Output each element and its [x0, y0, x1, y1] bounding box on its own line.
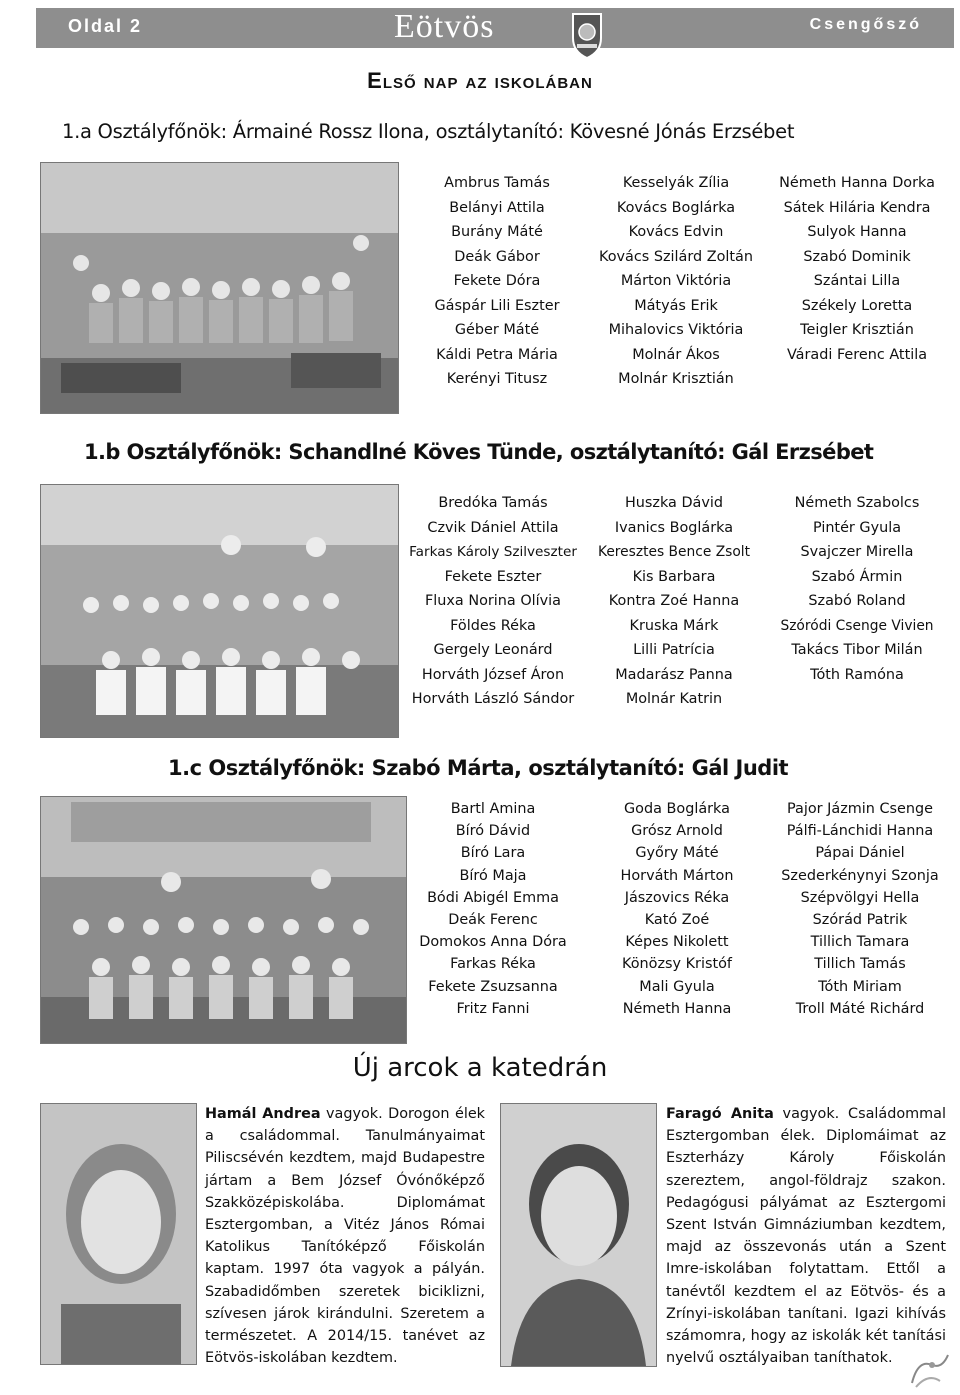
page-header	[36, 8, 954, 48]
list-item: Deák Ferenc	[448, 911, 538, 928]
list-item: Madarász Panna	[615, 666, 733, 683]
teacher1-bio	[205, 1103, 485, 1369]
class-a-photo	[40, 162, 399, 414]
teacher1-photo	[40, 1103, 197, 1365]
list-item: Molnár Ákos	[632, 346, 720, 363]
list-item: Teigler Krisztián	[800, 322, 914, 338]
section-name: Csengőszó	[809, 16, 922, 33]
corner-ornament-icon	[908, 1349, 952, 1389]
list-item: Molnár Katrin	[625, 691, 723, 707]
class-c-names-col2	[592, 798, 762, 1020]
list-item: Huszka Dávid	[624, 495, 723, 511]
class-b-photo	[40, 484, 399, 738]
list-item: Kesselyák Zília	[622, 175, 730, 191]
class-b-group-image	[41, 485, 398, 737]
list-item: Fekete Dóra	[453, 273, 541, 289]
teacher1-portrait	[41, 1104, 196, 1364]
class-b-names-col3	[762, 491, 952, 687]
class-a-heading: 1.a Osztályfőnök: Ármainé Rossz Ilona, osztálytanító: Kövesné Jónás Erzsébet	[62, 120, 795, 143]
list-item: Gáspár Lili Eszter	[434, 297, 560, 314]
list-item: Horváth József Áron	[421, 666, 565, 683]
list-item: Grósz Arnold	[631, 823, 723, 840]
list-item: Kató Zoé	[644, 911, 710, 928]
list-item: Burány Máté	[451, 224, 543, 240]
list-item: Káldi Petra Mária	[436, 346, 558, 363]
list-item: Czvik Dániel Attila	[427, 519, 559, 536]
list-item: Fritz Fanni	[456, 1000, 530, 1017]
newsletter-logo-text: Eötvös	[394, 8, 495, 45]
list-item: Fluxa Norina Olívia	[425, 593, 561, 609]
list-item: Képes Nikolett	[625, 934, 729, 951]
list-item: Domokos Anna Dóra	[419, 934, 567, 951]
list-item: Szabó Roland	[808, 593, 906, 609]
list-item: Bódi Abigél Emma	[427, 889, 559, 906]
list-item: Horváth Márton	[620, 867, 734, 884]
list-item: Mihalovics Viktória	[608, 322, 744, 338]
list-item: Pálfi-Lánchidi Hanna	[786, 823, 934, 840]
list-item: Lilli Patrícia	[633, 642, 715, 658]
list-item: Géber Máté	[454, 322, 540, 338]
list-item: Kerényi Titusz	[446, 371, 548, 387]
list-item: Németh Hanna	[622, 1000, 732, 1017]
class-a-names-col3	[760, 171, 954, 367]
page-number: Oldal 2	[68, 16, 143, 36]
list-item: Kis Barbara	[632, 568, 716, 585]
list-item: Szépvölgyi Hella	[800, 889, 920, 906]
teacher2-bio	[666, 1103, 946, 1369]
list-item: Mali Gyula	[639, 978, 715, 995]
list-item: Bartl Amina	[450, 801, 536, 817]
list-item: Szóródi Csenge Vivien	[780, 617, 934, 634]
teacher1-bio-text: vagyok. Dorogon élek a családommal. Tanulmányaimat Piliscsévén kezdtem, majd Budapestre jártam a Bem József Óvónőképző Szakközépiskolába. Diplomámat Esztergomban, a Vitéz János Római Katolikus Tanítóképző Főiskolán kaptam. 1997 óta vagyok a pályán. Szabadidőmben szeretek biciklizni, szívesen járok kirándulni. Szeretem a természetet. A 2014/15. tanévet az Eötvös-iskolában kezdtem.	[205, 1106, 486, 1367]
class-a-group-image	[41, 163, 398, 413]
list-item: Tóth Ramóna	[810, 666, 904, 683]
list-item: Bíró Lara	[460, 845, 526, 862]
list-item: Tóth Miriam	[818, 978, 902, 995]
class-b-heading: 1.b Osztályfőnök: Schandlné Köves Tünde, osztálytanító: Gál Erzsébet	[84, 440, 874, 464]
list-item: Bíró Maja	[459, 867, 527, 884]
list-item: Németh Szabolcs	[794, 495, 920, 511]
list-item: Farkas Réka	[450, 956, 536, 973]
list-item: Farkas Károly Szilveszter	[409, 544, 577, 560]
class-c-names-col1	[408, 798, 578, 1020]
list-item: Gergely Leonárd	[433, 642, 553, 658]
list-item: Fekete Eszter	[444, 568, 542, 585]
list-item: Pintér Gyula	[812, 519, 902, 536]
list-item: Könözsy Kristóf	[622, 956, 732, 973]
list-item: Bíró Dávid	[455, 823, 531, 840]
list-item: Goda Boglárka	[624, 801, 730, 817]
class-a-names-col1	[400, 171, 594, 392]
class-c-group-image	[41, 797, 406, 1043]
list-item: Sátek Hilária Kendra	[783, 199, 931, 216]
list-item: Sulyok Hanna	[807, 224, 907, 240]
list-item: Pápai Dániel	[815, 845, 905, 862]
list-item: Ambrus Tamás	[444, 175, 550, 191]
class-b-names-col2	[584, 491, 764, 712]
class-c-photo	[40, 796, 407, 1044]
list-item: Pajor Jázmin Csenge	[787, 801, 933, 817]
school-emblem-icon	[569, 10, 605, 60]
list-item: Szabó Ármin	[811, 568, 903, 585]
list-item: Szórád Patrik	[812, 911, 908, 928]
list-item: Szederkénynyi Szonja	[781, 867, 939, 884]
teacher2-portrait	[501, 1104, 656, 1366]
list-item: Deák Gábor	[454, 248, 540, 265]
list-item: Kruska Márk	[629, 617, 719, 634]
teacher2-photo	[500, 1103, 657, 1367]
list-item: Szántai Lilla	[813, 273, 901, 289]
list-item: Fekete Zsuzsanna	[428, 978, 558, 995]
list-item: Mátyás Erik	[634, 297, 718, 314]
list-item: Troll Máté Richárd	[795, 1000, 925, 1017]
class-c-names-col3	[768, 798, 952, 1020]
list-item: Szabó Dominik	[803, 248, 911, 265]
list-item: Molnár Krisztián	[618, 371, 734, 387]
list-item: Svajczer Mirella	[800, 544, 914, 560]
list-item: Kontra Zoé Hanna	[608, 593, 740, 609]
list-item: Váradi Ferenc Attila	[786, 346, 928, 363]
list-item: Jászovics Réka	[624, 889, 730, 906]
list-item: Földes Réka	[450, 617, 536, 634]
list-item: Tillich Tamara	[810, 934, 910, 951]
list-item: Horváth László Sándor	[411, 691, 575, 707]
list-item: Ivanics Boglárka	[614, 519, 734, 536]
list-item: Keresztes Bence Zsolt	[597, 544, 751, 560]
list-item: Márton Viktória	[620, 273, 732, 289]
page-title: Első nap az iskolában	[367, 68, 593, 93]
list-item: Kovács Edvin	[628, 224, 724, 240]
class-c-heading: 1.c Osztályfőnök: Szabó Márta, osztálytanító: Gál Judit	[168, 756, 789, 780]
list-item: Belányi Attila	[449, 199, 545, 216]
teacher2-bio-text: vagyok. Családommal Esztergomban élek. Diplomáimat az Eszterházy Károly Főiskolán szereztem, angol-földrajz szakon. Pedagógusi pályámat az Esztergomi Szent István Gimnáziumban kezdtem, majd az összevonás után a Szent Imre-iskolában folytattam. Ettől a tanévtől kezdtem el az Eötvös- és a Zrínyi-iskolában tanítani. Igazi kihívás számomra, hogy az iskolák két tanítási nyelvű osztályaiban taníthatok.	[666, 1106, 946, 1367]
list-item: Székely Loretta	[801, 297, 913, 314]
class-b-names-col1	[400, 491, 586, 712]
list-item: Kovács Boglárka	[616, 199, 736, 216]
list-item: Kovács Szilárd Zoltán	[599, 248, 753, 265]
list-item: Bredóka Tamás	[438, 495, 548, 511]
list-item: Németh Hanna Dorka	[779, 175, 935, 191]
list-item: Tillich Tamás	[814, 956, 906, 973]
teacher2-name: Faragó Anita	[666, 1106, 774, 1122]
teacher1-name: Hamál Andrea	[205, 1106, 321, 1122]
list-item: Takács Tibor Milán	[791, 642, 923, 658]
class-a-names-col2	[580, 171, 772, 392]
list-item: Győry Máté	[635, 845, 719, 862]
new-teachers-heading: Új arcok a katedrán	[352, 1053, 608, 1083]
